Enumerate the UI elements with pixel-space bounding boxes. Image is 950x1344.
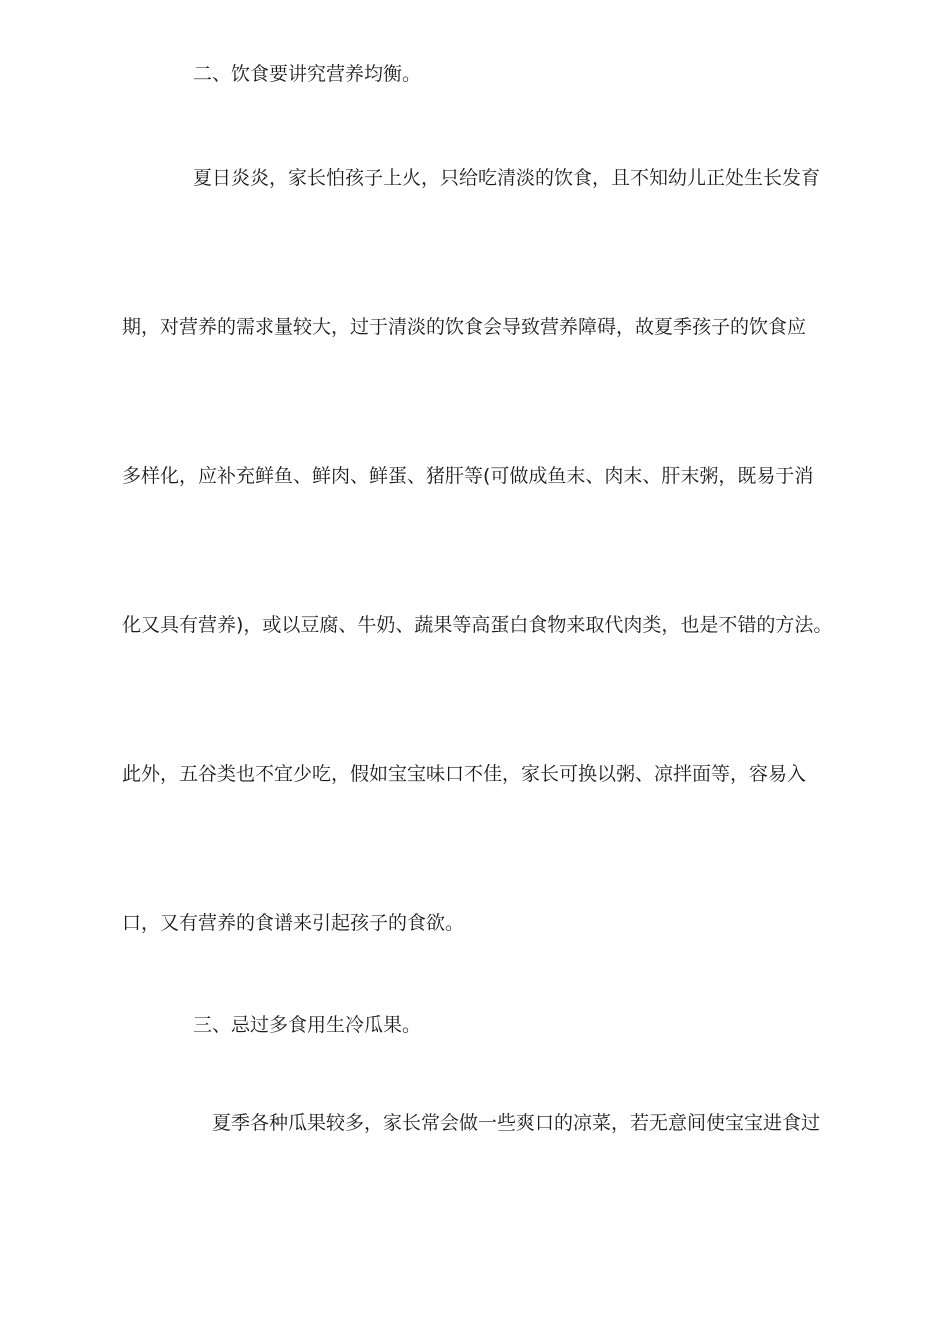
paragraph-line: 此外，五谷类也不宜少吃，假如宝宝味口不佳，家长可换以粥、凉拌面等，容易入 [122, 763, 807, 785]
paragraph-line: 多样化，应补充鲜鱼、鲜肉、鲜蛋、猪肝等(可做成鱼末、肉末、肝末粥，既易于消 [122, 465, 814, 487]
paragraph-line: 化又具有营养)，或以豆腐、牛奶、蔬果等高蛋白食物来取代肉类，也是不错的方法。 [122, 614, 833, 636]
paragraph-line: 期，对营养的需求量较大，过于清淡的饮食会导致营养障碍，故夏季孩子的饮食应 [122, 316, 807, 338]
paragraph-line: 口，又有营养的食谱来引起孩子的食欲。 [122, 912, 465, 934]
paragraph-line: 夏日炎炎，家长怕孩子上火，只给吃清淡的饮食，且不知幼儿正处生长发育 [193, 167, 821, 189]
section-heading-diet-balance: 二、饮食要讲究营养均衡。 [193, 63, 422, 85]
section-heading-cold-fruit: 三、忌过多食用生冷瓜果。 [193, 1014, 422, 1036]
paragraph-line: 夏季各种瓜果较多，家长常会做一些爽口的凉菜，若无意间使宝宝进食过 [212, 1112, 821, 1134]
